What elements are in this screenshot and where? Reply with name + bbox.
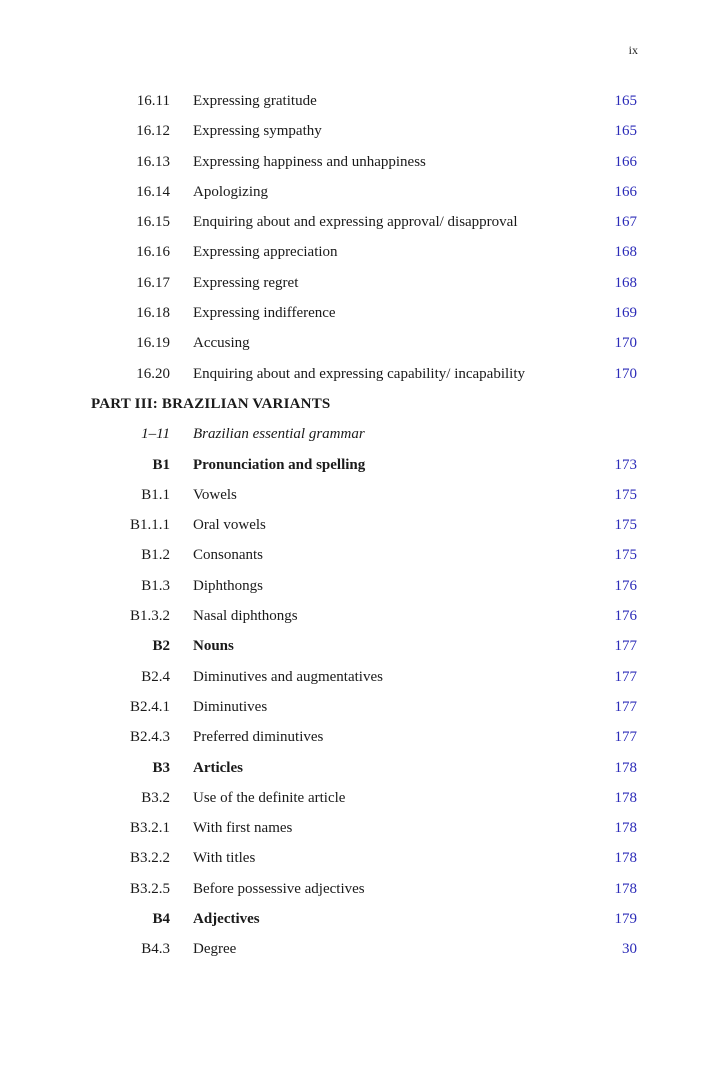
toc-entry-number: 16.18 — [136, 305, 170, 322]
toc-page-link[interactable]: 175 — [614, 517, 637, 534]
toc-page-link[interactable]: 177 — [614, 638, 637, 655]
toc-entry-number: B2.4.1 — [129, 698, 170, 715]
toc-page-link[interactable]: 30 — [622, 941, 637, 958]
toc-page-link[interactable]: 175 — [614, 547, 637, 564]
toc-entry-title: Degree — [193, 941, 237, 958]
toc-entry-title: Preferred diminutives — [193, 729, 324, 746]
toc-entry-number: B1.2 — [141, 547, 170, 564]
toc-entry-number: B2.4.3 — [129, 729, 170, 746]
toc-entry-title: Expressing sympathy — [193, 123, 322, 140]
toc-entry-title: Apologizing — [193, 183, 268, 200]
toc-entry-title: Expressing indifference — [193, 305, 336, 322]
toc-page-link[interactable]: 166 — [614, 183, 637, 200]
toc-page-link[interactable]: 176 — [614, 577, 637, 594]
toc-entry-title: Expressing gratitude — [193, 93, 317, 109]
toc-entry-row — [0, 571, 728, 601]
toc-entry-row — [0, 328, 728, 358]
toc-entry-row — [0, 722, 728, 752]
part-3-intro-row — [0, 419, 728, 449]
toc-entry-title: Nasal diphthongs — [193, 608, 298, 625]
toc-entry-row — [0, 510, 728, 540]
toc-entry-row — [0, 753, 728, 783]
toc-entry-number: B1.3.2 — [129, 608, 170, 625]
toc-page-link[interactable]: 178 — [614, 820, 637, 837]
toc-entry-number: B3.2 — [141, 789, 170, 806]
toc-entry-title: Nouns — [193, 638, 234, 655]
part-3-entries-list — [0, 450, 728, 965]
toc-entry-row — [0, 237, 728, 267]
toc-entry-title: Expressing appreciation — [193, 244, 338, 261]
toc-page-link[interactable]: 178 — [614, 789, 637, 806]
toc-page-link[interactable]: 170 — [614, 365, 637, 382]
toc-entry-number: 16.15 — [136, 214, 170, 231]
toc-entry-number: B2.4 — [141, 668, 170, 685]
toc-entry-row — [0, 631, 728, 661]
toc-entry-row — [0, 268, 728, 298]
toc-entry-title: With titles — [193, 850, 256, 867]
toc-page-link[interactable]: 168 — [614, 244, 637, 261]
toc-entry-row — [0, 207, 728, 237]
table-of-contents — [0, 86, 728, 965]
toc-page-link[interactable]: 167 — [614, 214, 637, 231]
toc-page-link[interactable]: 178 — [614, 759, 637, 776]
toc-entry-title: Oral vowels — [193, 517, 266, 534]
toc-page-link[interactable]: 166 — [614, 153, 637, 170]
toc-entry-number: B3.2.2 — [129, 850, 170, 867]
toc-entry-title: Enquiring about and expressing approval/ disapproval — [193, 214, 518, 231]
section-16-list — [0, 86, 728, 389]
toc-entry-row — [0, 116, 728, 146]
toc-page-link[interactable]: 177 — [614, 668, 637, 685]
toc-page-link[interactable]: 173 — [614, 456, 637, 473]
toc-entry-row — [0, 540, 728, 570]
toc-entry-row — [0, 450, 728, 480]
toc-page-link[interactable]: 177 — [614, 729, 637, 746]
toc-entry-number: 16.17 — [136, 274, 170, 291]
toc-entry-row — [0, 843, 728, 873]
toc-page-link[interactable]: 175 — [614, 486, 637, 503]
toc-entry-title: Adjectives — [193, 911, 260, 928]
page-number: ix — [628, 43, 638, 57]
toc-entry-title: Brazilian essential grammar — [193, 426, 365, 443]
toc-page-link[interactable]: 165 — [614, 123, 637, 140]
toc-entry-row — [0, 813, 728, 843]
toc-entry-number: 16.20 — [136, 365, 170, 382]
toc-entry-number: B3.2.1 — [129, 820, 170, 837]
toc-entry-row — [0, 783, 728, 813]
toc-entry-title: Vowels — [193, 486, 237, 503]
toc-entry-row — [0, 359, 728, 389]
toc-entry-number: B3.2.5 — [129, 880, 170, 897]
toc-page-link[interactable]: 178 — [614, 880, 637, 897]
toc-entry-title: Articles — [193, 759, 243, 776]
toc-entry-title: Diphthongs — [193, 577, 264, 594]
toc-entry-number: B1 — [152, 456, 170, 473]
toc-page-link[interactable]: 177 — [614, 698, 637, 715]
toc-entry-title: Before possessive adjectives — [193, 880, 365, 897]
toc-page-link[interactable]: 165 — [614, 93, 637, 109]
toc-entry-number: 16.12 — [136, 123, 170, 140]
toc-entry-title: Diminutives — [193, 698, 268, 715]
toc-entry-title: Accusing — [193, 335, 250, 352]
toc-entry-number: 16.14 — [136, 183, 170, 200]
toc-entry-title: With first names — [193, 820, 293, 837]
toc-entry-row — [0, 904, 728, 934]
toc-page-link[interactable]: 168 — [614, 274, 637, 291]
toc-entry-number: B1.1 — [141, 486, 170, 503]
toc-entry-row — [0, 86, 728, 116]
toc-entry-number: B4.3 — [141, 941, 170, 958]
toc-entry-number: B2 — [152, 638, 170, 655]
toc-page-link[interactable]: 179 — [614, 911, 637, 928]
toc-entry-number: 16.16 — [136, 244, 170, 261]
toc-entry-number: B1.1.1 — [129, 517, 170, 534]
toc-page-link[interactable]: 178 — [614, 850, 637, 867]
toc-entry-row — [0, 934, 728, 964]
toc-entry-number: 16.13 — [136, 153, 170, 170]
toc-entry-title: Expressing happiness and unhappiness — [193, 153, 426, 170]
toc-entry-row — [0, 480, 728, 510]
part-3-heading: PART III: BRAZILIAN VARIANTS — [91, 395, 331, 412]
toc-entry-number: 16.19 — [136, 335, 170, 352]
toc-entry-row — [0, 298, 728, 328]
toc-page-link[interactable]: 176 — [614, 608, 637, 625]
toc-entry-title: Consonants — [193, 547, 264, 564]
toc-entry-number: B4 — [152, 911, 170, 928]
toc-entry-number: 16.11 — [136, 93, 170, 109]
toc-entry-row — [0, 692, 728, 722]
toc-entry-title: Pronunciation and spelling — [193, 456, 366, 473]
toc-entry-row — [0, 601, 728, 631]
toc-entry-title: Diminutives and augmentatives — [193, 668, 383, 685]
toc-entry-row — [0, 177, 728, 207]
toc-entry-row — [0, 662, 728, 692]
toc-page-link[interactable]: 170 — [614, 335, 637, 352]
toc-page-link[interactable]: 169 — [614, 305, 637, 322]
toc-entry-row — [0, 147, 728, 177]
toc-entry-title: Expressing regret — [193, 274, 299, 291]
toc-entry-number: B3 — [152, 759, 170, 776]
toc-entry-number: B1.3 — [141, 577, 170, 594]
toc-entry-title: Use of the definite article — [193, 789, 346, 806]
toc-entry-row — [0, 874, 728, 904]
toc-entry-number: 1–11 — [141, 426, 170, 443]
toc-entry-title: Enquiring about and expressing capability/ incapability — [193, 365, 525, 382]
